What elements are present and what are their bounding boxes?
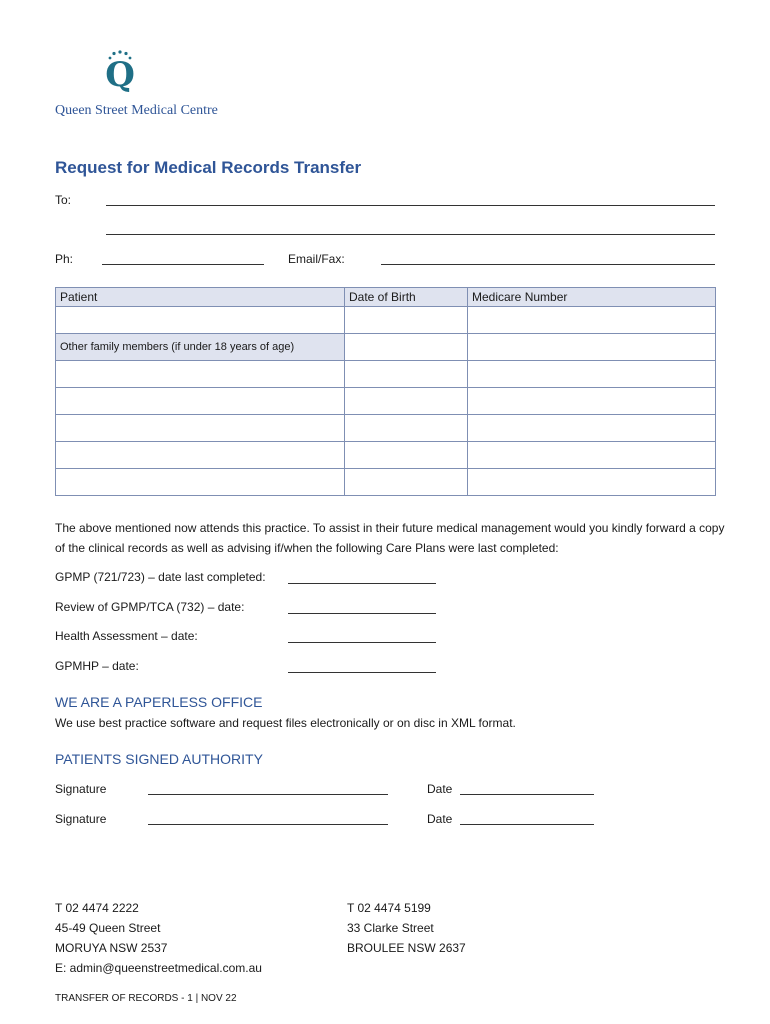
family-members-label: Other family members (if under 18 years of age) [56,334,345,361]
header-medicare: Medicare Number [468,288,716,307]
family-dob-cell[interactable] [345,388,468,415]
care-plan-gpmhp-label: GPMHP – date: [55,659,139,673]
patient-medicare-cell[interactable] [468,307,716,334]
signature-label: Signature [55,812,107,826]
family-medicare-cell[interactable] [468,442,716,469]
email-fax-label: Email/Fax: [288,252,345,266]
family-name-cell[interactable] [56,415,345,442]
footer-broulee [347,898,466,958]
date-label: Date [427,782,453,796]
care-plan-review-date-line[interactable] [288,613,436,614]
broulee-phone: T 02 4474 5199 [347,901,431,915]
table-row [56,388,716,415]
logo-letter: Q [105,55,135,94]
date-label: Date [427,812,453,826]
family-medicare-cell[interactable] [468,469,716,496]
request-paragraph: The above mentioned now attends this practice. To assist in their future medical management would you kindly forward a copy of the clinical records as well as advising if/when the following Care Plans were last completed: [55,521,725,555]
ph-field-line[interactable] [102,264,264,265]
moruya-street: 45-49 Queen Street [55,921,161,935]
family-dob-cell[interactable] [345,361,468,388]
patient-table [55,287,716,496]
family-dob-cell[interactable] [345,334,468,361]
table-row [56,442,716,469]
signature-label: Signature [55,782,107,796]
care-plan-gpmhp-date-line[interactable] [288,672,436,673]
clinic-email: E: admin@queenstreetmedical.com.au [55,961,262,975]
patient-name-cell[interactable] [56,307,345,334]
signature-line-1[interactable] [148,794,388,795]
table-row [56,334,716,361]
header-dob: Date of Birth [345,288,468,307]
broulee-suburb: BROULEE NSW 2637 [347,941,466,955]
email-fax-field-line[interactable] [381,264,715,265]
family-name-cell[interactable] [56,388,345,415]
page-footnote: TRANSFER OF RECORDS - 1 | NOV 22 [55,993,237,1004]
broulee-street: 33 Clarke Street [347,921,434,935]
family-medicare-cell[interactable] [468,388,716,415]
header-patient: Patient [56,288,345,307]
page-title: Request for Medical Records Transfer [55,158,362,177]
org-name: Queen Street Medical Centre [55,103,218,118]
paperless-heading: WE ARE A PAPERLESS OFFICE [55,694,263,710]
moruya-suburb: MORUYA NSW 2537 [55,941,168,955]
care-plan-health-label: Health Assessment – date: [55,629,198,643]
family-dob-cell[interactable] [345,442,468,469]
table-row [56,361,716,388]
date-line-1[interactable] [460,794,594,795]
table-row [56,469,716,496]
footer-moruya [55,898,262,978]
care-plan-review-label: Review of GPMP/TCA (732) – date: [55,600,245,614]
ph-label: Ph: [55,252,74,266]
family-name-cell[interactable] [56,469,345,496]
paperless-text: We use best practice software and request files electronically or on disc in XML format. [55,716,516,730]
family-name-cell[interactable] [56,442,345,469]
date-line-2[interactable] [460,824,594,825]
family-dob-cell[interactable] [345,415,468,442]
care-plan-gpmp-label: GPMP (721/723) – date last completed: [55,570,266,584]
family-medicare-cell[interactable] [468,415,716,442]
table-row [56,415,716,442]
care-plan-gpmp-date-line[interactable] [288,583,436,584]
signature-line-2[interactable] [148,824,388,825]
clinic-logo [100,48,140,94]
care-plan-health-date-line[interactable] [288,642,436,643]
to-label: To: [55,193,72,207]
authority-heading: PATIENTS SIGNED AUTHORITY [55,751,263,767]
to-field-line-1[interactable] [106,205,715,206]
family-medicare-cell[interactable] [468,334,716,361]
patient-dob-cell[interactable] [345,307,468,334]
table-row [56,307,716,334]
family-medicare-cell[interactable] [468,361,716,388]
family-dob-cell[interactable] [345,469,468,496]
family-name-cell[interactable] [56,361,345,388]
to-field-line-2[interactable] [106,234,715,235]
moruya-phone: T 02 4474 2222 [55,901,139,915]
